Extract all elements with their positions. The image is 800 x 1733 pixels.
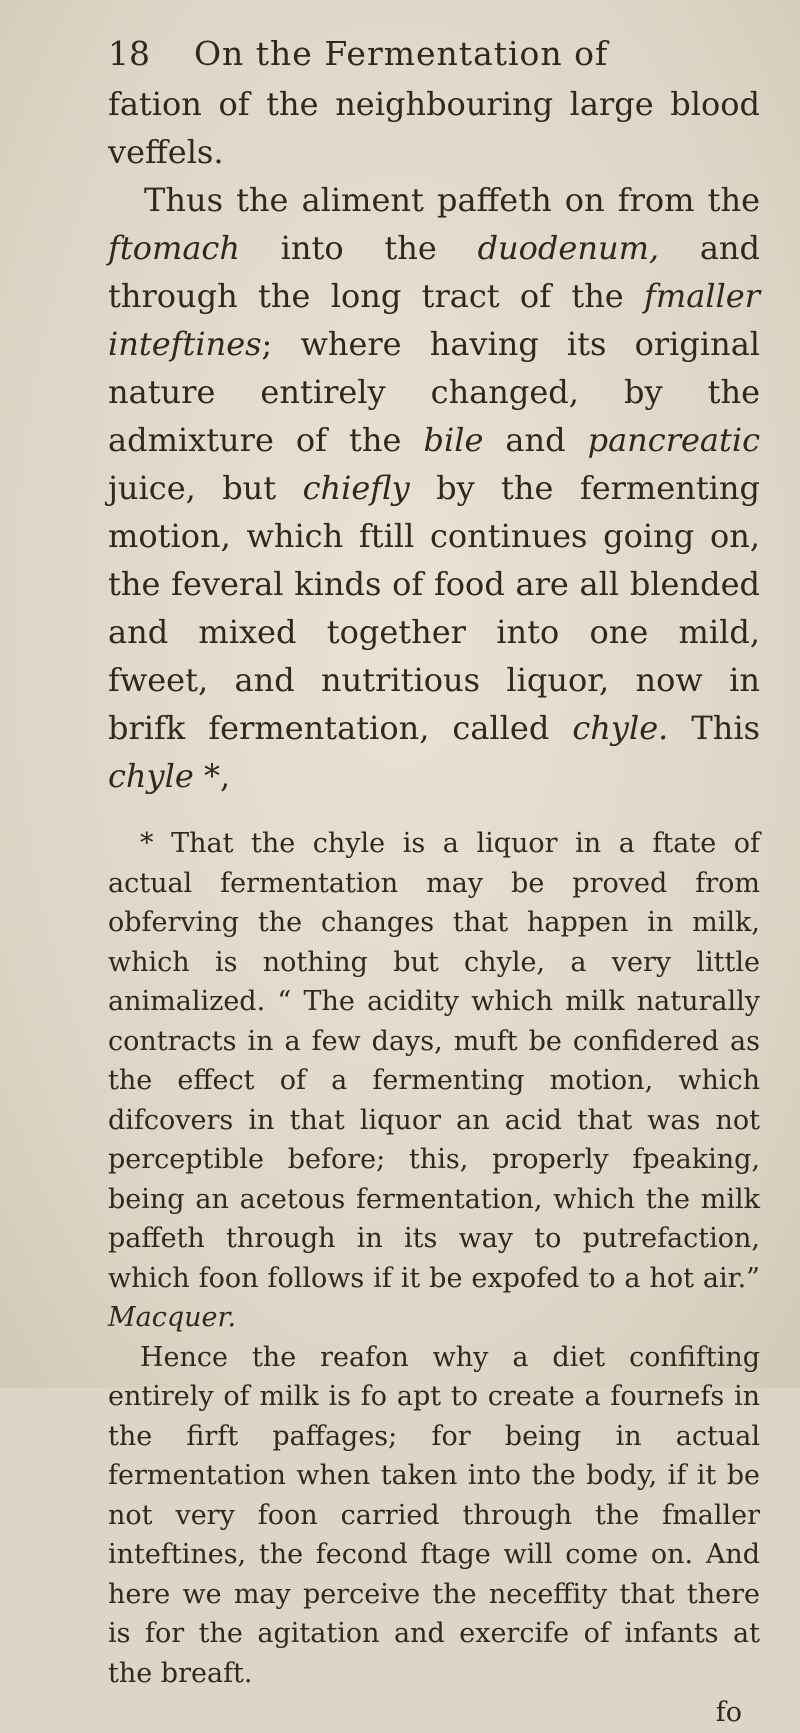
italic-term: pancreatic [587, 421, 761, 459]
text-span: by the fermenting motion, which ftill continues going on, the feveral kinds of food are all blended and mixed together into one mild, fweet, and nutritious liquor, now in brifk fermentation, called [108, 469, 761, 747]
italic-term: bile [423, 421, 484, 459]
footnote-paragraph: Hence the reafon why a diet confifting entirely of milk is fo apt to create a fournefs in the firft paffages; for being in actual fermentation when taken into the body, if it be not very foon carried through the fmaller inteftines, the fecond ftage will come on. And here we may perceive the neceffity that there is for the agitation and exercife of infants at the breaft. [108, 1341, 760, 1689]
footnote-paragraph [108, 824, 760, 1338]
footnote-text: * That the chyle is a liquor in a ftate of actual fermentation may be proved from obferving the changes that happen in milk, which is nothing but chyle, a very little animalized. “ The acidity which milk naturally contracts in a few days, muft be confidered as the effect of a fermenting motion, which difcovers in that liquor an acid that was not perceptible before; this, properly fpeaking, being an acetous fermentation, which the milk paffeth through in its way to putrefaction, which foon follows if it be expofed to a hot air.” [108, 828, 760, 1294]
italic-term: chyle. [572, 709, 669, 747]
text-span: and [483, 421, 588, 459]
footnote-author: Macquer. [108, 1302, 237, 1333]
italic-term: chyle [108, 757, 194, 795]
text-span: juice, but [108, 469, 303, 507]
catchword: fo [715, 1697, 742, 1728]
text-span: This [668, 709, 760, 747]
running-title: On the Fermentation of [194, 34, 609, 73]
text-span: ; where having its original nature entirely changed, by the admixture of the [108, 325, 760, 459]
italic-term: fmaller inteftines [108, 277, 760, 363]
footnote [108, 824, 760, 1693]
text-span: and through the long tract of the [108, 229, 761, 315]
page-header [108, 34, 760, 74]
italic-term: ftomach [108, 229, 240, 267]
paragraph-continuation: fation of the neighbouring large blood veffels. [108, 85, 760, 171]
italic-term: chiefly [302, 469, 410, 507]
text-span: *, [193, 757, 231, 795]
main-text [108, 80, 760, 800]
text-span: into the [239, 229, 478, 267]
paragraph-chyle [108, 176, 760, 800]
italic-term: duodenum, [477, 229, 660, 267]
page-number: 18 [108, 34, 150, 73]
text-span: Thus the aliment paffeth on from the [144, 181, 760, 219]
